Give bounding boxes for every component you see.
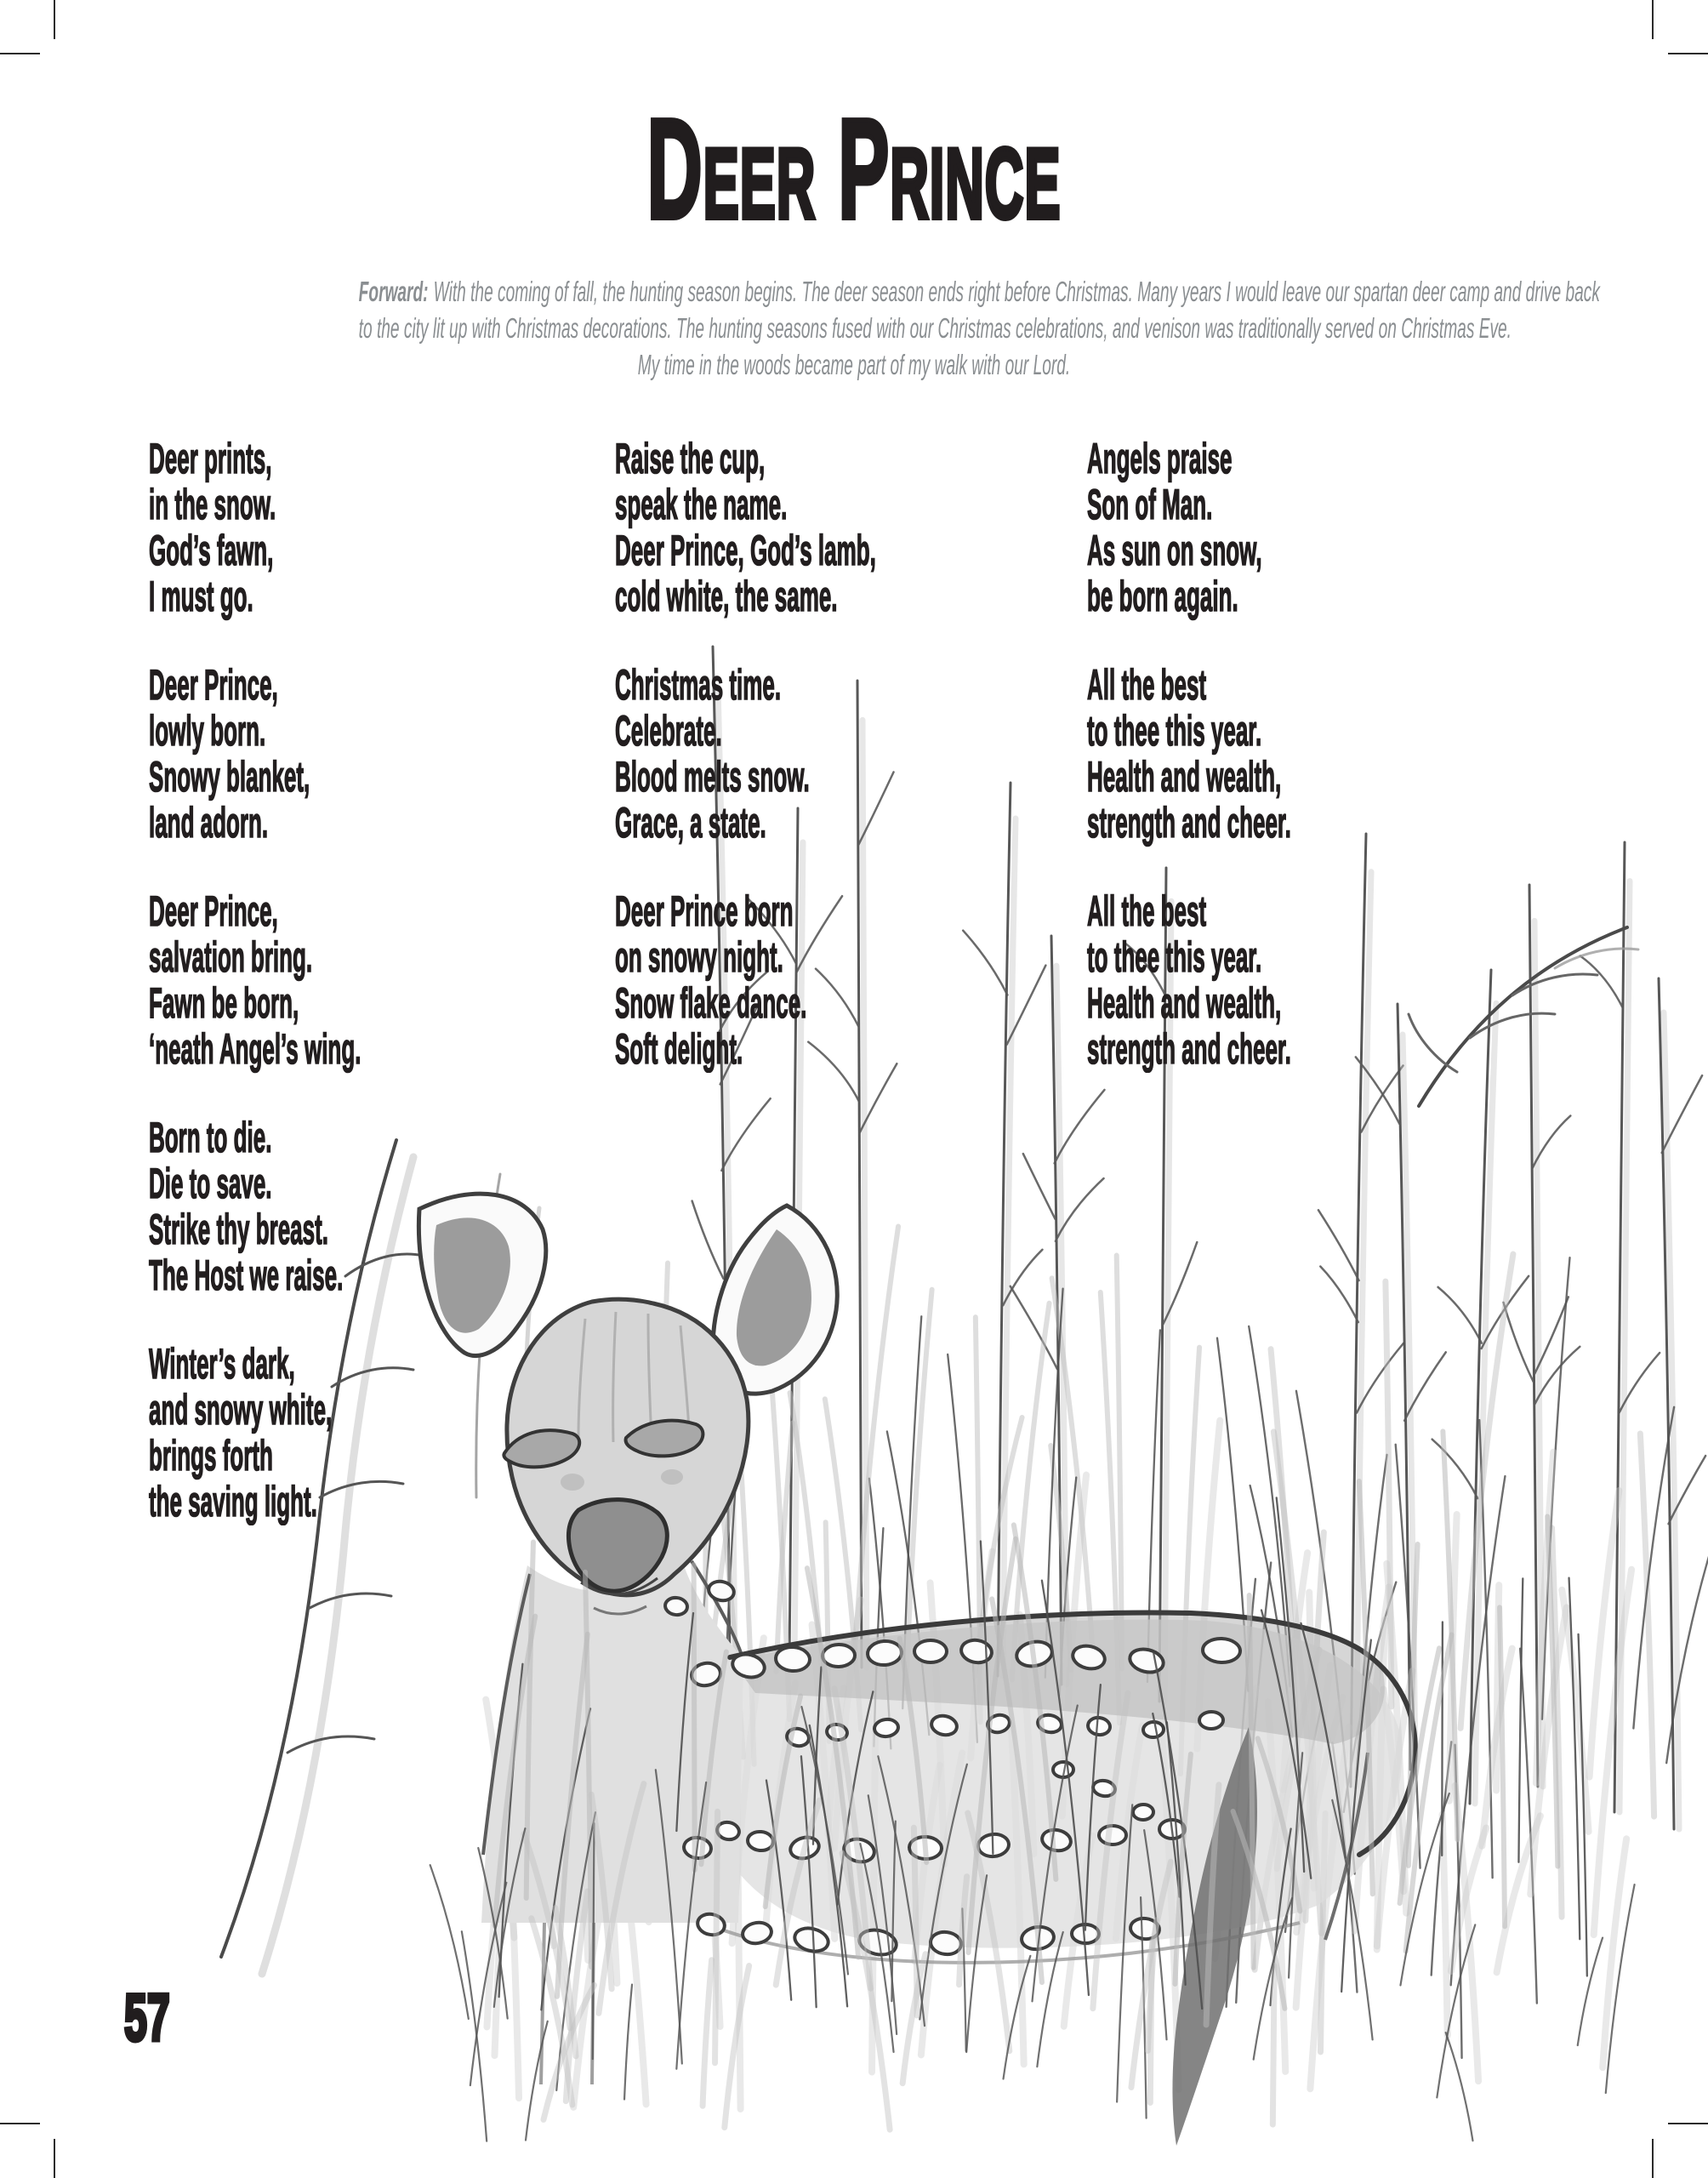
poem-line: Die to save. [149, 1160, 272, 1207]
poem-line: Soft delight. [615, 1025, 743, 1073]
poem-line: Winter’s dark, [149, 1340, 295, 1388]
poem-line: strength and cheer. [1087, 1025, 1291, 1073]
crop-mark-top-left-h [0, 53, 40, 54]
poem-stanza [149, 662, 583, 846]
poem-line: Celebrate. [615, 707, 722, 755]
poem-stanza [149, 1341, 583, 1525]
poem-line: Blood melts snow. [615, 753, 810, 801]
poem-line: ‘neath Angel’s wing. [149, 1025, 362, 1073]
forward-text-line-3: My time in the woods became part of my walk with our Lord. [637, 349, 1071, 380]
forward-text-line-2: to the city lit up with Christmas decorations. The hunting seasons fused with our Christmas celebrations, and venison was traditionally served on Christmas Eve. [358, 312, 1512, 344]
deer-spot [1202, 1638, 1240, 1663]
poem-line: Raise the cup, [615, 435, 766, 482]
poem-line: to thee this year. [1087, 933, 1262, 981]
deer-spot [823, 1644, 856, 1667]
crop-mark-top-right-h [1668, 53, 1708, 54]
forward-text-line-1: With the coming of fall, the hunting season begins. The deer season ends right before Christmas. Many years I would leave our spartan deer camp and drive back [433, 276, 1600, 307]
poem-line: Deer Prince, [149, 661, 278, 709]
poem-line: brings forth [149, 1432, 273, 1480]
poem-line: Deer prints, [149, 435, 272, 482]
crop-mark-bottom-left-h [0, 2123, 40, 2124]
forward-paragraph [358, 273, 1600, 383]
poem-stanza [149, 1115, 583, 1298]
deer-spot [867, 1640, 902, 1667]
poem-line: cold white, the same. [615, 573, 838, 620]
poem-line: strength and cheer. [1087, 799, 1291, 847]
poem-line: on snowy night. [615, 933, 783, 981]
poem-stanza [1087, 436, 1521, 619]
poem-line: Christmas time. [615, 661, 782, 709]
poem-line: Snowy blanket, [149, 753, 310, 801]
poem-stanza [615, 888, 1049, 1072]
poem-line: in the snow. [149, 481, 276, 528]
poem-stanza [1087, 662, 1521, 846]
poem-line: All the best [1087, 887, 1207, 935]
poem-line: the saving light. [149, 1478, 317, 1525]
poem-line: As sun on snow, [1087, 527, 1262, 574]
poem-stanza [615, 436, 1049, 619]
poem-stanza [149, 436, 583, 619]
poem-line: Son of Man. [1087, 481, 1213, 528]
poem-stanza [1087, 888, 1521, 1072]
poem-line: Health and wealth, [1087, 979, 1282, 1027]
poem-line: to thee this year. [1087, 707, 1262, 755]
deer-spot [1099, 1826, 1126, 1844]
poem-line: God’s fawn, [149, 527, 274, 574]
crop-mark-bottom-left-v [54, 2139, 55, 2178]
poem-line: Angels praise [1087, 435, 1233, 482]
poem-line: The Host we raise. [149, 1251, 344, 1299]
poem-line: be born again. [1087, 573, 1238, 620]
deer-spot [1087, 1716, 1111, 1736]
crop-mark-top-right-v [1652, 0, 1654, 39]
poem-column-2 [615, 436, 1049, 1115]
poem-line: All the best [1087, 661, 1207, 709]
page-title: Deer Prince [646, 90, 1062, 248]
deer-spot [1199, 1712, 1223, 1730]
poem-line: Snow flake dance. [615, 979, 807, 1027]
poem-line: Strike thy breast. [149, 1206, 328, 1253]
deer-spot [1133, 1805, 1154, 1821]
poem-line: lowly born. [149, 707, 266, 755]
poem-line: Health and wealth, [1087, 753, 1282, 801]
poem-line: Deer Prince born [615, 887, 794, 935]
poem-line: speak the name. [615, 481, 788, 528]
poem-stanza [149, 888, 583, 1072]
poem-column-1 [149, 436, 583, 1567]
deer-muzzle-shading [661, 1469, 683, 1485]
poem-line: and snowy white, [149, 1386, 333, 1434]
page-number: 57 [124, 1980, 170, 2055]
poem-stanza [615, 662, 1049, 846]
poem-line: salvation bring. [149, 933, 313, 981]
poem-column-3 [1087, 436, 1521, 1115]
crop-mark-top-left-v [54, 0, 55, 39]
poem-line: Grace, a state. [615, 799, 766, 847]
deer-spot [775, 1646, 811, 1673]
deer-spot [664, 1597, 688, 1616]
deer-spot [1142, 1721, 1164, 1738]
poem-line: Born to die. [149, 1114, 272, 1161]
forward-label: Forward: [358, 276, 429, 307]
deer-spot [914, 1640, 947, 1662]
poem-line: Deer Prince, [149, 887, 278, 935]
poem-line: Deer Prince, God’s lamb, [615, 527, 876, 574]
poem-line: I must go. [149, 573, 253, 620]
poem-line: land adorn. [149, 799, 269, 847]
poem-line: Fawn be born, [149, 979, 299, 1027]
deer-spot [874, 1718, 899, 1737]
forward-line [358, 273, 1600, 310]
